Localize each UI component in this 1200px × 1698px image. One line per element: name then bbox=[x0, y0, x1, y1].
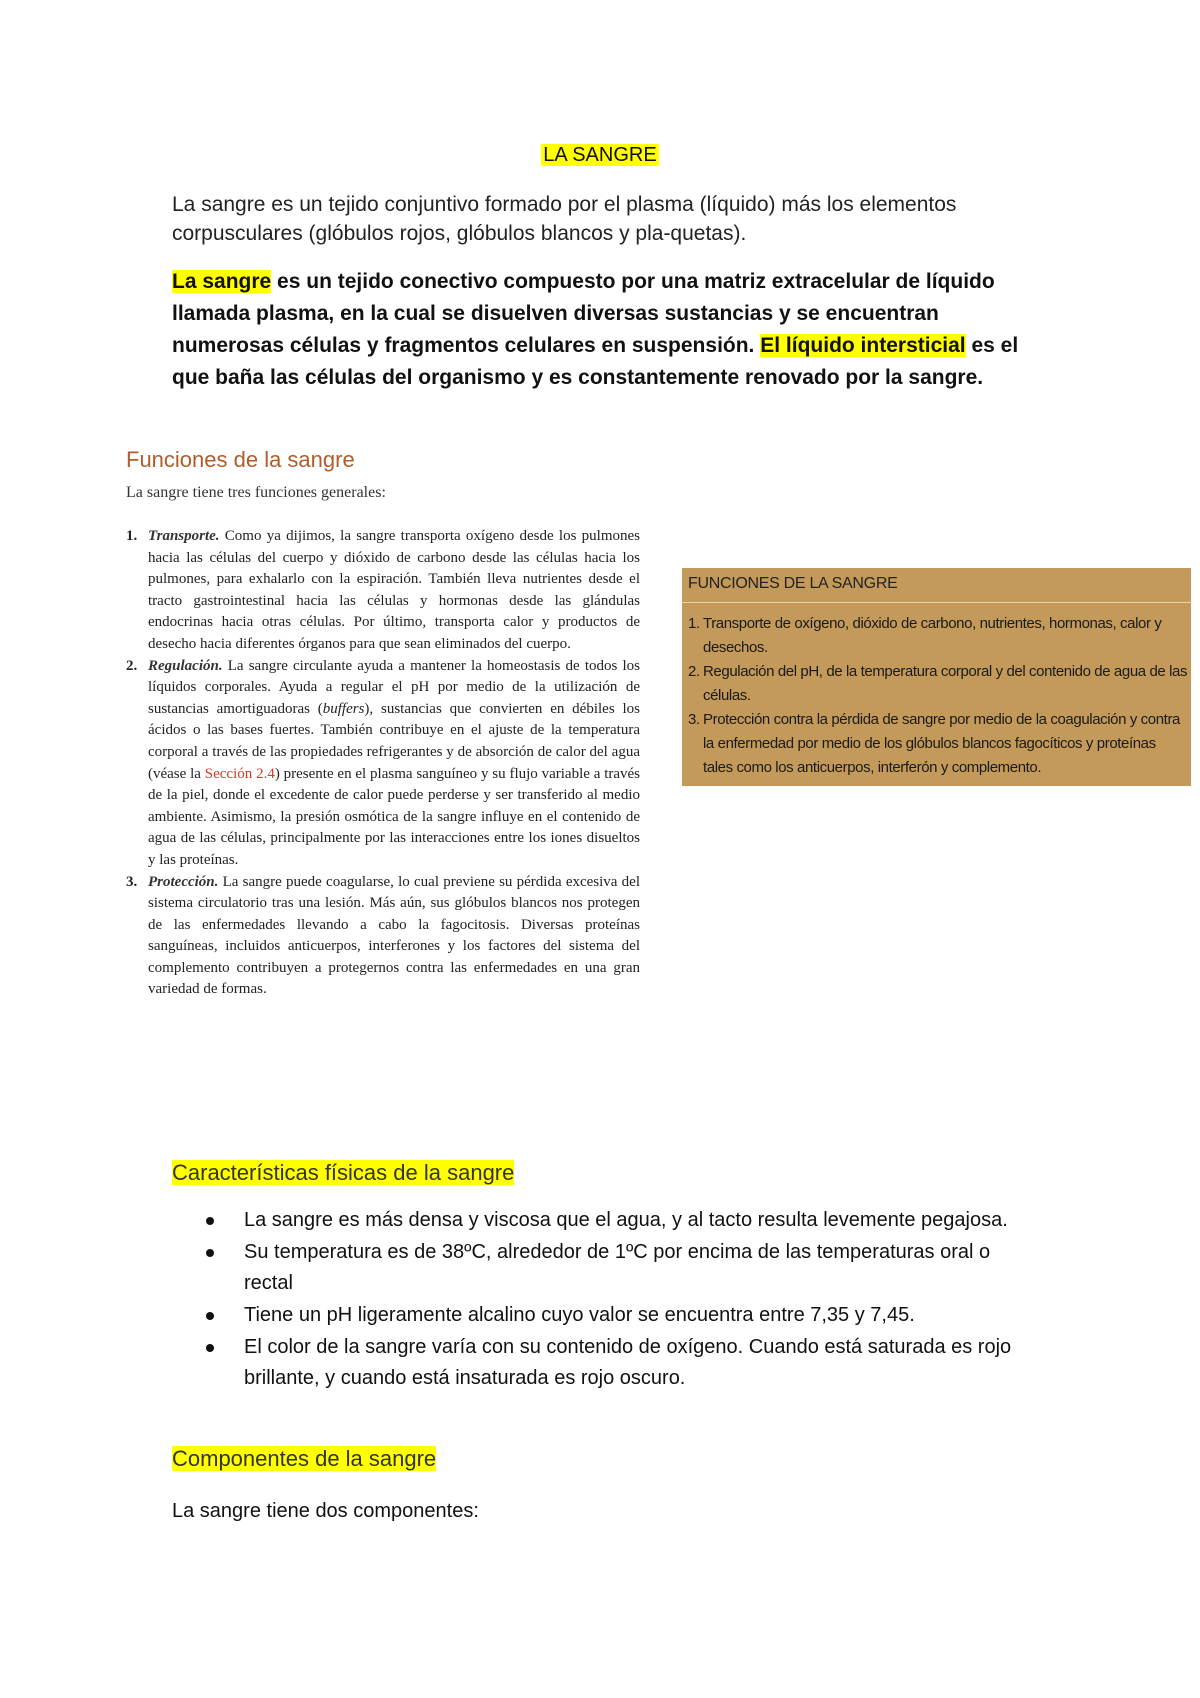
summary-box-header bbox=[682, 568, 1191, 603]
item-heading: Protección. bbox=[148, 873, 219, 890]
item-text: Protección contra la pérdida de sangre por medio de la coagulación y contra la enfermedad por medio de los glóbulos blancos fagocíticos y proteínas tales como los anticuerpos, interferón y complemento. bbox=[703, 711, 1180, 776]
item-text: ), sustancias que convierten en débiles los ácidos o las bases fuertes. También contribuye en el ajuste de la temperatura corporal a través de las propiedades refrigerantes y de absorción de calor del agua (véase la bbox=[148, 700, 640, 782]
list-item-text: La sangre es más densa y viscosa que el agua, y al tacto resulta levemente pegajosa. bbox=[244, 1209, 1008, 1231]
funciones-summary-box bbox=[682, 568, 1191, 786]
item-text: Como ya dijimos, la sangre transporta oxígeno desde los pulmones hacia las células del cuerpo y dióxido de carbono desde las células hacia los pulmones, para exhalarlo con la espiración. También lleva nutrientes desde el tracto gastrointestinal hacia las células y hormonas desde las glándulas endocrinas hacia otras células. Por último, transporta calor y productos de desecho hacia diferentes órganos para que sean eliminados del cuerpo. bbox=[148, 528, 640, 652]
buffers-term: buffers bbox=[322, 700, 365, 717]
summary-item bbox=[688, 660, 1188, 708]
componentes-heading-text: Componentes de la sangre bbox=[172, 1446, 437, 1471]
funcion-item-transporte bbox=[126, 526, 640, 656]
list-item bbox=[200, 1205, 1020, 1236]
item-heading: Regulación. bbox=[148, 657, 223, 674]
componentes-subtitle: La sangre tiene dos componentes: bbox=[172, 1500, 479, 1522]
bullet-icon bbox=[206, 1312, 214, 1320]
item-number: 3. bbox=[126, 873, 138, 890]
page-title: LA SANGRE bbox=[543, 144, 657, 166]
item-number: 1. bbox=[688, 615, 700, 632]
item-text: Transporte de oxígeno, dióxido de carbono, nutrientes, hormonas, calor y desechos. bbox=[703, 615, 1162, 656]
item-text: Regulación del pH, de la temperatura corporal y del contenido de agua de las células. bbox=[703, 663, 1188, 704]
item-text: ) presente en el plasma sanguíneo y su flujo variable a través de la piel, donde el excedente de calor puede perderse y ser transferido al medio ambiente. Asimismo, la presión osmótica de la sangre influye en el contenido de agua de las células, principalmente por las interacciones entre los iones disueltos y las proteínas. bbox=[148, 765, 641, 868]
funcion-item-regulacion bbox=[126, 656, 640, 872]
funciones-list bbox=[126, 526, 640, 1001]
list-item-text: Tiene un pH ligeramente alcalino cuyo valor se encuentra entre 7,35 y 7,45. bbox=[244, 1304, 915, 1326]
item-text: La sangre puede coagularse, lo cual previene su pérdida excesiva del sistema circulatorio tras una lesión. Más aún, sus glóbulos blancos nos protegen de las enfermedades llevando a cabo la fagocitosis. Diversas proteínas sanguíneas, incluidos anticuerpos, interferones y los factores del sistema del complemento contribuyen a protegernos contra las enfermedades en una gran variedad de formas. bbox=[148, 873, 640, 998]
summary-item bbox=[688, 708, 1188, 780]
highlight-liquido-intersticial: El líquido intersticial bbox=[760, 334, 966, 357]
componentes-heading bbox=[172, 1446, 436, 1472]
list-item-text: El color de la sangre varía con su contenido de oxígeno. Cuando está saturada es rojo brillante, y cuando está insaturada es rojo oscuro. bbox=[244, 1336, 1012, 1389]
intro-paragraph-2: La sangre es un tejido conectivo compuesto por una matriz extracelular de líquido llamada plasma, en la cual se disuelven diversas sustancias y se encuentran numerosas células y fragmentos celulares en suspensión. El líquido intersticial es el que baña las células del organismo y es constantemente renovado por la sangre. bbox=[172, 270, 1019, 389]
funciones-heading: Funciones de la sangre bbox=[126, 447, 355, 472]
bullet-icon bbox=[206, 1217, 214, 1225]
item-heading: Transporte. bbox=[148, 528, 220, 544]
item-number: 2. bbox=[126, 657, 138, 674]
intro-paragraph-1: La sangre es un tejido conjuntivo formado por el plasma (líquido) más los elementos corpusculares (glóbulos rojos, glóbulos blancos y pla-quetas). bbox=[172, 193, 957, 245]
item-number: 2. bbox=[688, 663, 700, 680]
item-number: 1. bbox=[126, 528, 138, 544]
bullet-icon bbox=[206, 1344, 214, 1352]
summary-item bbox=[688, 612, 1188, 660]
caracteristicas-heading-text: Características físicas de la sangre bbox=[172, 1160, 515, 1185]
item-text: La sangre circulante ayuda a mantener la homeostasis de todos los líquidos corporales. Ayuda a regular el pH por medio de la utilización de sustancias amortiguadoras ( bbox=[148, 657, 640, 717]
list-item bbox=[200, 1237, 1020, 1299]
summary-box-title: FUNCIONES DE LA SANGRE bbox=[688, 575, 898, 592]
list-item bbox=[200, 1332, 1020, 1394]
seccion-link[interactable]: Sección 2.4 bbox=[204, 765, 275, 782]
item-number: 3. bbox=[688, 711, 700, 728]
list-item-text: Su temperatura es de 38ºC, alrededor de 1ºC por encima de las temperaturas oral o rectal bbox=[244, 1241, 991, 1294]
list-item bbox=[200, 1300, 1020, 1331]
funciones-subtitle: La sangre tiene tres funciones generales: bbox=[126, 484, 386, 501]
caracteristicas-list bbox=[200, 1205, 1020, 1395]
summary-box-list bbox=[688, 612, 1188, 780]
caracteristicas-heading bbox=[172, 1160, 514, 1186]
funcion-item-proteccion bbox=[126, 872, 640, 1002]
bullet-icon bbox=[206, 1249, 214, 1257]
highlight-la-sangre: La sangre bbox=[172, 270, 272, 293]
